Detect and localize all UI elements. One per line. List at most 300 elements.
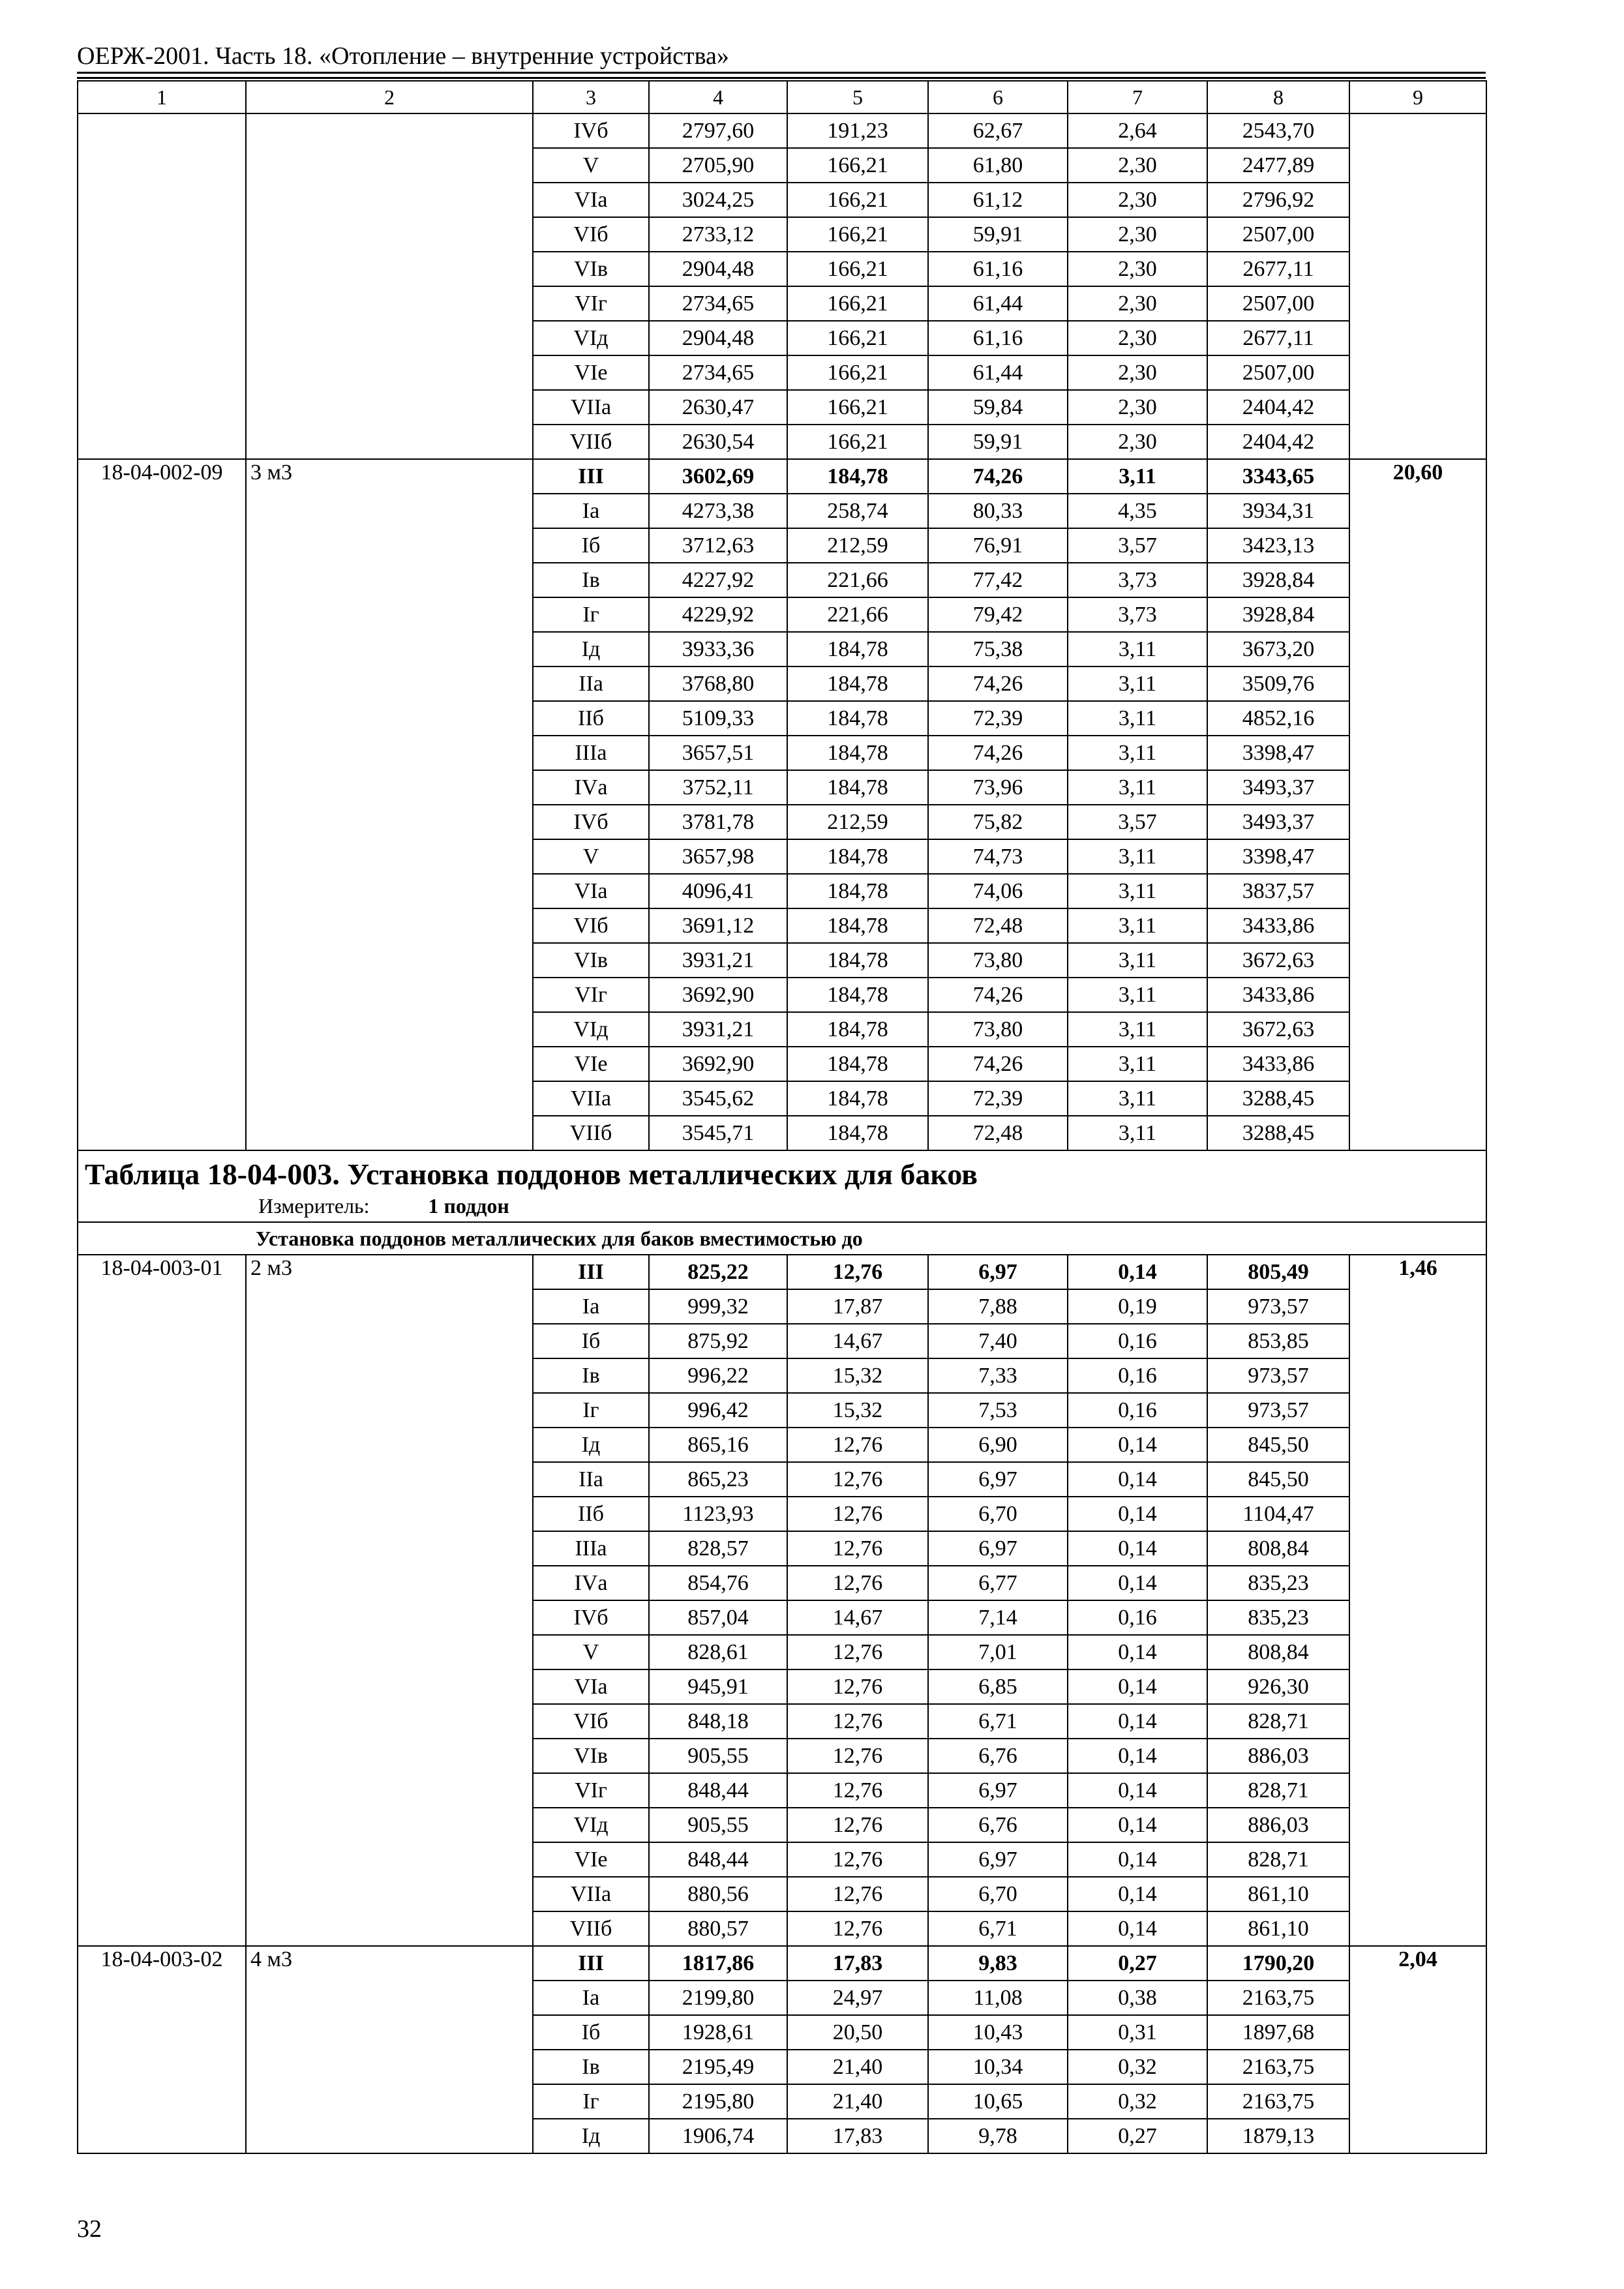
materials-cell: 3493,37 — [1207, 805, 1349, 839]
machine-cost-cell: 75,38 — [928, 632, 1068, 666]
machinist-wages-cell: 0,31 — [1068, 2015, 1207, 2050]
wages-cell: 212,59 — [787, 528, 928, 563]
wages-cell: 184,78 — [787, 770, 928, 805]
machinist-wages-cell: 2,30 — [1068, 148, 1207, 183]
wages-cell: 166,21 — [787, 183, 928, 217]
wages-cell: 17,87 — [787, 1289, 928, 1324]
wages-cell: 184,78 — [787, 978, 928, 1012]
machinist-wages-cell: 0,14 — [1068, 1497, 1207, 1531]
machinist-wages-cell: 4,35 — [1068, 494, 1207, 528]
rate-name: 4 м3 — [246, 1946, 533, 2153]
materials-cell: 845,50 — [1207, 1428, 1349, 1462]
machine-cost-cell: 9,83 — [928, 1946, 1068, 1981]
machine-cost-cell: 59,91 — [928, 425, 1068, 459]
table-heading-row — [78, 1150, 1486, 1222]
wages-cell: 17,83 — [787, 2119, 928, 2153]
machinist-wages-cell: 3,11 — [1068, 459, 1207, 494]
machinist-wages-cell: 0,14 — [1068, 1635, 1207, 1669]
materials-cell: 973,57 — [1207, 1289, 1349, 1324]
machinist-wages-cell: 0,14 — [1068, 1739, 1207, 1773]
wages-cell: 191,23 — [787, 113, 928, 148]
wages-cell: 21,40 — [787, 2084, 928, 2119]
direct-cost-cell: 2734,65 — [649, 286, 787, 321]
machine-cost-cell: 6,71 — [928, 1911, 1068, 1946]
direct-cost-cell: 1906,74 — [649, 2119, 787, 2153]
grade-cell: VIIа — [533, 1081, 649, 1116]
grade-cell: Iд — [533, 1428, 649, 1462]
machine-cost-cell: 74,26 — [928, 736, 1068, 770]
machinist-wages-cell: 0,14 — [1068, 1911, 1207, 1946]
direct-cost-cell: 2630,54 — [649, 425, 787, 459]
machine-cost-cell: 74,73 — [928, 839, 1068, 874]
page-number: 32 — [77, 2215, 102, 2243]
direct-cost-cell: 2195,49 — [649, 2050, 787, 2084]
wages-cell: 184,78 — [787, 908, 928, 943]
materials-cell: 853,85 — [1207, 1324, 1349, 1358]
direct-cost-cell: 3691,12 — [649, 908, 787, 943]
meter-label: Измеритель: — [258, 1194, 370, 1218]
direct-cost-cell: 880,57 — [649, 1911, 787, 1946]
grade-cell: Iд — [533, 2119, 649, 2153]
labor-cell: 1,46 — [1349, 1255, 1486, 1946]
machinist-wages-cell: 0,14 — [1068, 1566, 1207, 1600]
materials-cell: 3398,47 — [1207, 839, 1349, 874]
materials-cell: 835,23 — [1207, 1600, 1349, 1635]
direct-cost-cell: 2733,12 — [649, 217, 787, 252]
machine-cost-cell: 7,53 — [928, 1393, 1068, 1428]
materials-cell: 926,30 — [1207, 1669, 1349, 1704]
grade-cell: IVа — [533, 1566, 649, 1600]
grade-cell: VIа — [533, 874, 649, 908]
machinist-wages-cell: 0,14 — [1068, 1255, 1207, 1289]
direct-cost-cell: 2734,65 — [649, 355, 787, 390]
wages-cell: 12,76 — [787, 1704, 928, 1739]
wages-cell: 12,76 — [787, 1255, 928, 1289]
column-numbers-row — [78, 81, 1486, 113]
direct-cost-cell: 828,57 — [649, 1531, 787, 1566]
machinist-wages-cell: 0,16 — [1068, 1393, 1207, 1428]
machinist-wages-cell: 2,30 — [1068, 425, 1207, 459]
direct-cost-cell: 1928,61 — [649, 2015, 787, 2050]
column-number: 4 — [649, 81, 787, 113]
direct-cost-cell: 1817,86 — [649, 1946, 787, 1981]
materials-cell: 2507,00 — [1207, 355, 1349, 390]
meter-value: 1 поддон — [428, 1194, 509, 1218]
machinist-wages-cell: 0,14 — [1068, 1462, 1207, 1497]
machine-cost-cell: 6,97 — [928, 1462, 1068, 1497]
direct-cost-cell: 3657,98 — [649, 839, 787, 874]
wages-cell: 184,78 — [787, 943, 928, 978]
direct-cost-cell: 848,44 — [649, 1773, 787, 1808]
machine-cost-cell: 61,16 — [928, 252, 1068, 286]
rate-code — [78, 113, 246, 459]
machine-cost-cell: 61,16 — [928, 321, 1068, 355]
direct-cost-cell: 2630,47 — [649, 390, 787, 425]
rate-code: 18-04-003-01 — [78, 1255, 246, 1946]
materials-cell: 828,71 — [1207, 1842, 1349, 1877]
machine-cost-cell: 6,77 — [928, 1566, 1068, 1600]
materials-cell: 1897,68 — [1207, 2015, 1349, 2050]
machinist-wages-cell: 3,11 — [1068, 736, 1207, 770]
wages-cell: 12,76 — [787, 1669, 928, 1704]
materials-cell: 845,50 — [1207, 1462, 1349, 1497]
materials-cell: 2677,11 — [1207, 321, 1349, 355]
machinist-wages-cell: 3,11 — [1068, 908, 1207, 943]
grade-cell: VIIа — [533, 390, 649, 425]
grade-cell: V — [533, 839, 649, 874]
machinist-wages-cell: 2,30 — [1068, 217, 1207, 252]
direct-cost-cell: 3781,78 — [649, 805, 787, 839]
direct-cost-cell: 4229,92 — [649, 597, 787, 632]
wages-cell: 15,32 — [787, 1358, 928, 1393]
machine-cost-cell: 76,91 — [928, 528, 1068, 563]
grade-cell: VIг — [533, 286, 649, 321]
grade-cell: Iв — [533, 2050, 649, 2084]
wages-cell: 12,76 — [787, 1497, 928, 1531]
materials-cell: 2507,00 — [1207, 286, 1349, 321]
machine-cost-cell: 7,40 — [928, 1324, 1068, 1358]
direct-cost-cell: 857,04 — [649, 1600, 787, 1635]
materials-cell: 3673,20 — [1207, 632, 1349, 666]
grade-cell: Iб — [533, 528, 649, 563]
machinist-wages-cell: 0,19 — [1068, 1289, 1207, 1324]
materials-cell: 3672,63 — [1207, 1012, 1349, 1047]
materials-cell: 3288,45 — [1207, 1081, 1349, 1116]
machine-cost-cell: 6,90 — [928, 1428, 1068, 1462]
direct-cost-cell: 3931,21 — [649, 943, 787, 978]
materials-cell: 973,57 — [1207, 1358, 1349, 1393]
rates-table-body — [78, 81, 1486, 2153]
direct-cost-cell: 3545,62 — [649, 1081, 787, 1116]
wages-cell: 166,21 — [787, 148, 928, 183]
rate-row — [78, 113, 1486, 148]
direct-cost-cell: 2904,48 — [649, 252, 787, 286]
materials-cell: 861,10 — [1207, 1911, 1349, 1946]
machine-cost-cell: 6,76 — [928, 1739, 1068, 1773]
grade-cell: Iд — [533, 632, 649, 666]
machine-cost-cell: 9,78 — [928, 2119, 1068, 2153]
materials-cell: 2507,00 — [1207, 217, 1349, 252]
grade-cell: Iа — [533, 494, 649, 528]
machine-cost-cell: 73,80 — [928, 1012, 1068, 1047]
machine-cost-cell: 7,01 — [928, 1635, 1068, 1669]
machinist-wages-cell: 0,14 — [1068, 1877, 1207, 1911]
materials-cell: 3493,37 — [1207, 770, 1349, 805]
machine-cost-cell: 61,12 — [928, 183, 1068, 217]
materials-cell: 3423,13 — [1207, 528, 1349, 563]
machinist-wages-cell: 0,14 — [1068, 1808, 1207, 1842]
grade-cell: V — [533, 148, 649, 183]
machine-cost-cell: 79,42 — [928, 597, 1068, 632]
direct-cost-cell: 1123,93 — [649, 1497, 787, 1531]
grade-cell: Iг — [533, 597, 649, 632]
rate-code: 18-04-003-02 — [78, 1946, 246, 2153]
wages-cell: 184,78 — [787, 666, 928, 701]
page-header-title: ОЕРЖ-2001. Часть 18. «Отопление – внутренние устройства» — [77, 42, 729, 70]
wages-cell: 15,32 — [787, 1393, 928, 1428]
direct-cost-cell: 3933,36 — [649, 632, 787, 666]
wages-cell: 212,59 — [787, 805, 928, 839]
direct-cost-cell: 2199,80 — [649, 1981, 787, 2015]
materials-cell: 3509,76 — [1207, 666, 1349, 701]
grade-cell: III — [533, 459, 649, 494]
machine-cost-cell: 11,08 — [928, 1981, 1068, 2015]
direct-cost-cell: 3931,21 — [649, 1012, 787, 1047]
wages-cell: 166,21 — [787, 425, 928, 459]
wages-cell: 12,76 — [787, 1462, 928, 1497]
machinist-wages-cell: 3,11 — [1068, 839, 1207, 874]
wages-cell: 184,78 — [787, 701, 928, 736]
direct-cost-cell: 996,22 — [649, 1358, 787, 1393]
machine-cost-cell: 6,70 — [928, 1497, 1068, 1531]
machine-cost-cell: 6,76 — [928, 1808, 1068, 1842]
table-heading — [78, 1150, 1486, 1222]
direct-cost-cell: 905,55 — [649, 1808, 787, 1842]
grade-cell: IIа — [533, 1462, 649, 1497]
machinist-wages-cell: 3,11 — [1068, 1047, 1207, 1081]
machine-cost-cell: 74,26 — [928, 459, 1068, 494]
materials-cell: 3672,63 — [1207, 943, 1349, 978]
machinist-wages-cell: 2,30 — [1068, 286, 1207, 321]
grade-cell: IIIа — [533, 736, 649, 770]
machinist-wages-cell: 3,11 — [1068, 666, 1207, 701]
materials-cell: 2677,11 — [1207, 252, 1349, 286]
wages-cell: 12,76 — [787, 1911, 928, 1946]
materials-cell: 2163,75 — [1207, 1981, 1349, 2015]
machinist-wages-cell: 0,14 — [1068, 1531, 1207, 1566]
subheading-text: Установка поддонов металлических для баков вместимостью до — [256, 1227, 863, 1250]
wages-cell: 166,21 — [787, 355, 928, 390]
machine-cost-cell: 6,71 — [928, 1704, 1068, 1739]
direct-cost-cell: 854,76 — [649, 1566, 787, 1600]
wages-cell: 184,78 — [787, 736, 928, 770]
materials-cell: 2404,42 — [1207, 425, 1349, 459]
grade-cell: III — [533, 1946, 649, 1981]
machinist-wages-cell: 3,57 — [1068, 528, 1207, 563]
materials-cell: 3343,65 — [1207, 459, 1349, 494]
materials-cell: 1104,47 — [1207, 1497, 1349, 1531]
machinist-wages-cell: 0,32 — [1068, 2084, 1207, 2119]
column-number: 2 — [246, 81, 533, 113]
direct-cost-cell: 3024,25 — [649, 183, 787, 217]
materials-cell: 2477,89 — [1207, 148, 1349, 183]
machinist-wages-cell: 2,30 — [1068, 183, 1207, 217]
materials-cell: 861,10 — [1207, 1877, 1349, 1911]
grade-cell: Iб — [533, 1324, 649, 1358]
grade-cell: IIIа — [533, 1531, 649, 1566]
labor-cell — [1349, 113, 1486, 459]
machine-cost-cell: 6,70 — [928, 1877, 1068, 1911]
column-number: 5 — [787, 81, 928, 113]
materials-cell: 2163,75 — [1207, 2050, 1349, 2084]
wages-cell: 184,78 — [787, 632, 928, 666]
table-title: Таблица 18-04-003. Установка поддонов металлических для баков — [85, 1158, 978, 1191]
direct-cost-cell: 828,61 — [649, 1635, 787, 1669]
grade-cell: VIв — [533, 943, 649, 978]
machinist-wages-cell: 0,14 — [1068, 1704, 1207, 1739]
materials-cell: 3837,57 — [1207, 874, 1349, 908]
machine-cost-cell: 75,82 — [928, 805, 1068, 839]
grade-cell: VIе — [533, 355, 649, 390]
machine-cost-cell: 6,97 — [928, 1773, 1068, 1808]
machinist-wages-cell: 0,27 — [1068, 1946, 1207, 1981]
grade-cell: VIв — [533, 1739, 649, 1773]
rate-main-row — [78, 1946, 1486, 1981]
direct-cost-cell: 2705,90 — [649, 148, 787, 183]
machine-cost-cell: 61,44 — [928, 355, 1068, 390]
grade-cell: VIе — [533, 1842, 649, 1877]
wages-cell: 14,67 — [787, 1324, 928, 1358]
materials-cell: 828,71 — [1207, 1773, 1349, 1808]
column-number: 6 — [928, 81, 1068, 113]
direct-cost-cell: 5109,33 — [649, 701, 787, 736]
grade-cell: VIIа — [533, 1877, 649, 1911]
grade-cell: Iг — [533, 2084, 649, 2119]
machine-cost-cell: 59,84 — [928, 390, 1068, 425]
wages-cell: 12,76 — [787, 1566, 928, 1600]
wages-cell: 166,21 — [787, 217, 928, 252]
grade-cell: IVб — [533, 805, 649, 839]
grade-cell: IIб — [533, 701, 649, 736]
wages-cell: 166,21 — [787, 252, 928, 286]
grade-cell: IVб — [533, 113, 649, 148]
machinist-wages-cell: 3,11 — [1068, 701, 1207, 736]
materials-cell: 1790,20 — [1207, 1946, 1349, 1981]
grade-cell: IVб — [533, 1600, 649, 1635]
direct-cost-cell: 3545,71 — [649, 1116, 787, 1150]
rate-main-row — [78, 1255, 1486, 1289]
column-number: 3 — [533, 81, 649, 113]
machinist-wages-cell: 0,32 — [1068, 2050, 1207, 2084]
materials-cell: 2404,42 — [1207, 390, 1349, 425]
machinist-wages-cell: 3,11 — [1068, 1081, 1207, 1116]
materials-cell: 1879,13 — [1207, 2119, 1349, 2153]
wages-cell: 12,76 — [787, 1877, 928, 1911]
column-number: 8 — [1207, 81, 1349, 113]
machinist-wages-cell: 2,30 — [1068, 321, 1207, 355]
grade-cell: VIд — [533, 1012, 649, 1047]
labor-cell: 2,04 — [1349, 1946, 1486, 2153]
materials-cell: 3934,31 — [1207, 494, 1349, 528]
rate-name — [246, 113, 533, 459]
direct-cost-cell: 825,22 — [649, 1255, 787, 1289]
machinist-wages-cell: 0,16 — [1068, 1600, 1207, 1635]
direct-cost-cell: 3602,69 — [649, 459, 787, 494]
grade-cell: VIд — [533, 1808, 649, 1842]
machine-cost-cell: 74,26 — [928, 1047, 1068, 1081]
machine-cost-cell: 10,34 — [928, 2050, 1068, 2084]
machine-cost-cell: 62,67 — [928, 113, 1068, 148]
header-rule — [77, 72, 1486, 74]
wages-cell: 221,66 — [787, 597, 928, 632]
wages-cell: 166,21 — [787, 390, 928, 425]
machinist-wages-cell: 0,38 — [1068, 1981, 1207, 2015]
machine-cost-cell: 72,48 — [928, 1116, 1068, 1150]
subheading-row — [78, 1222, 1486, 1255]
grade-cell: IIа — [533, 666, 649, 701]
wages-cell: 12,76 — [787, 1739, 928, 1773]
grade-cell: VIе — [533, 1047, 649, 1081]
grade-cell: VIIб — [533, 1116, 649, 1150]
wages-cell: 12,76 — [787, 1428, 928, 1462]
wages-cell: 12,76 — [787, 1531, 928, 1566]
materials-cell: 4852,16 — [1207, 701, 1349, 736]
machine-cost-cell: 72,48 — [928, 908, 1068, 943]
wages-cell: 166,21 — [787, 286, 928, 321]
rates-table — [77, 80, 1487, 2154]
direct-cost-cell: 865,16 — [649, 1428, 787, 1462]
direct-cost-cell: 880,56 — [649, 1877, 787, 1911]
machinist-wages-cell: 3,57 — [1068, 805, 1207, 839]
machine-cost-cell: 61,80 — [928, 148, 1068, 183]
direct-cost-cell: 848,44 — [649, 1842, 787, 1877]
machinist-wages-cell: 2,30 — [1068, 390, 1207, 425]
grade-cell: VIа — [533, 1669, 649, 1704]
materials-cell: 3288,45 — [1207, 1116, 1349, 1150]
machine-cost-cell: 6,97 — [928, 1531, 1068, 1566]
rate-code: 18-04-002-09 — [78, 459, 246, 1150]
wages-cell: 12,76 — [787, 1808, 928, 1842]
machinist-wages-cell: 0,14 — [1068, 1842, 1207, 1877]
machinist-wages-cell: 0,14 — [1068, 1773, 1207, 1808]
grade-cell: VIб — [533, 217, 649, 252]
wages-cell: 184,78 — [787, 1047, 928, 1081]
wages-cell: 184,78 — [787, 839, 928, 874]
machine-cost-cell: 72,39 — [928, 701, 1068, 736]
direct-cost-cell: 945,91 — [649, 1669, 787, 1704]
direct-cost-cell: 3657,51 — [649, 736, 787, 770]
direct-cost-cell: 996,42 — [649, 1393, 787, 1428]
grade-cell: III — [533, 1255, 649, 1289]
grade-cell: VIг — [533, 978, 649, 1012]
direct-cost-cell: 2904,48 — [649, 321, 787, 355]
grade-cell: Iг — [533, 1393, 649, 1428]
header-rule — [77, 77, 1486, 79]
wages-cell: 20,50 — [787, 2015, 928, 2050]
direct-cost-cell: 4273,38 — [649, 494, 787, 528]
grade-cell: VIIб — [533, 1911, 649, 1946]
materials-cell: 808,84 — [1207, 1531, 1349, 1566]
machinist-wages-cell: 0,16 — [1068, 1324, 1207, 1358]
materials-cell: 3398,47 — [1207, 736, 1349, 770]
direct-cost-cell: 3692,90 — [649, 978, 787, 1012]
rate-main-row — [78, 459, 1486, 494]
direct-cost-cell: 3768,80 — [649, 666, 787, 701]
machinist-wages-cell: 3,11 — [1068, 978, 1207, 1012]
machine-cost-cell: 59,91 — [928, 217, 1068, 252]
wages-cell: 12,76 — [787, 1635, 928, 1669]
wages-cell: 184,78 — [787, 459, 928, 494]
materials-cell: 835,23 — [1207, 1566, 1349, 1600]
materials-cell: 808,84 — [1207, 1635, 1349, 1669]
machine-cost-cell: 73,96 — [928, 770, 1068, 805]
grade-cell: VIIб — [533, 425, 649, 459]
machinist-wages-cell: 0,27 — [1068, 2119, 1207, 2153]
machine-cost-cell: 74,06 — [928, 874, 1068, 908]
materials-cell: 973,57 — [1207, 1393, 1349, 1428]
machine-cost-cell: 77,42 — [928, 563, 1068, 597]
direct-cost-cell: 2797,60 — [649, 113, 787, 148]
grade-cell: Iв — [533, 563, 649, 597]
machinist-wages-cell: 3,11 — [1068, 1116, 1207, 1150]
wages-cell: 24,97 — [787, 1981, 928, 2015]
machinist-wages-cell: 2,30 — [1068, 355, 1207, 390]
direct-cost-cell: 4227,92 — [649, 563, 787, 597]
grade-cell: V — [533, 1635, 649, 1669]
machine-cost-cell: 74,26 — [928, 978, 1068, 1012]
column-number: 7 — [1068, 81, 1207, 113]
materials-cell: 805,49 — [1207, 1255, 1349, 1289]
